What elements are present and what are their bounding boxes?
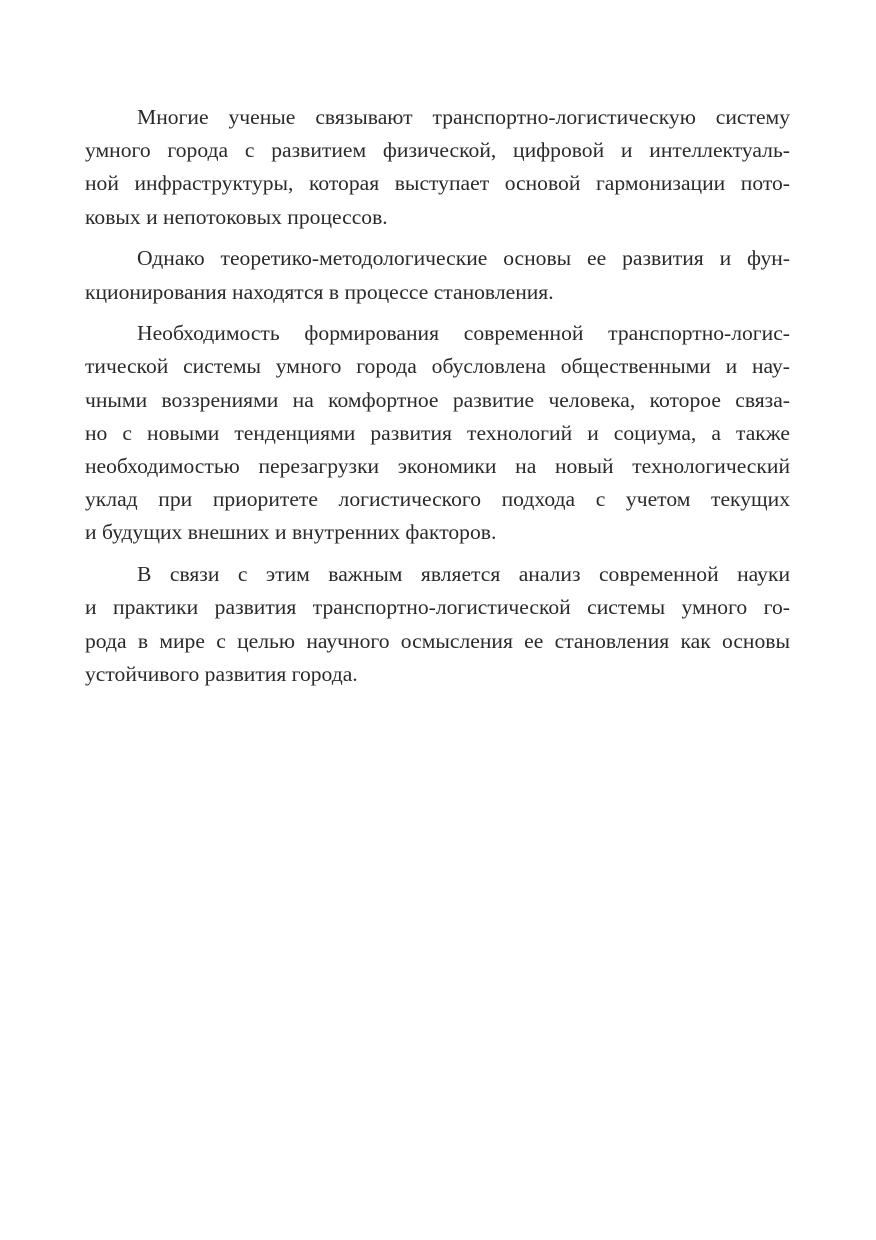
text-line: устойчивого развития города. [85, 661, 358, 686]
text-line: чными воззрениями на комфортное развитие человека, которое связа- [85, 387, 790, 412]
text-line: Однако теоретико-методологические основы ее развития и фун- [137, 246, 790, 271]
text-line: и будущих внешних и внутренних факторов. [85, 520, 497, 545]
paragraph-2 [85, 242, 790, 308]
text-line: В связи с этим важным является анализ современной науки [137, 562, 790, 587]
body-text [85, 101, 790, 699]
text-line: тической системы умного города обусловлена общественными и нау- [85, 354, 790, 379]
paragraph-1 [85, 101, 790, 234]
text-line: кционирования находятся в процессе становления. [85, 279, 554, 304]
text-line: и практики развития транспортно-логистической системы умного го- [85, 595, 790, 620]
text-line: ной инфраструктуры, которая выступает основой гармонизации пото- [85, 171, 790, 196]
text-line: уклад при приоритете логистического подхода с учетом текущих [85, 487, 790, 512]
paragraph-3 [85, 317, 790, 549]
text-line: но с новыми тенденциями развития технологий и социума, а также [85, 420, 790, 445]
text-line: рода в мире с целью научного осмысления ее становления как основы [85, 628, 790, 653]
text-line: необходимостью перезагрузки экономики на новый технологический [85, 454, 790, 479]
text-line: умного города с развитием физической, цифровой и интеллектуаль- [85, 138, 790, 163]
text-line: Многие ученые связывают транспортно-логистическую систему [137, 105, 790, 129]
text-line: Необходимость формирования современной транспортно-логис- [137, 321, 790, 346]
paragraph-4 [85, 558, 790, 691]
text-line: ковых и непотоковых процессов. [85, 204, 388, 229]
